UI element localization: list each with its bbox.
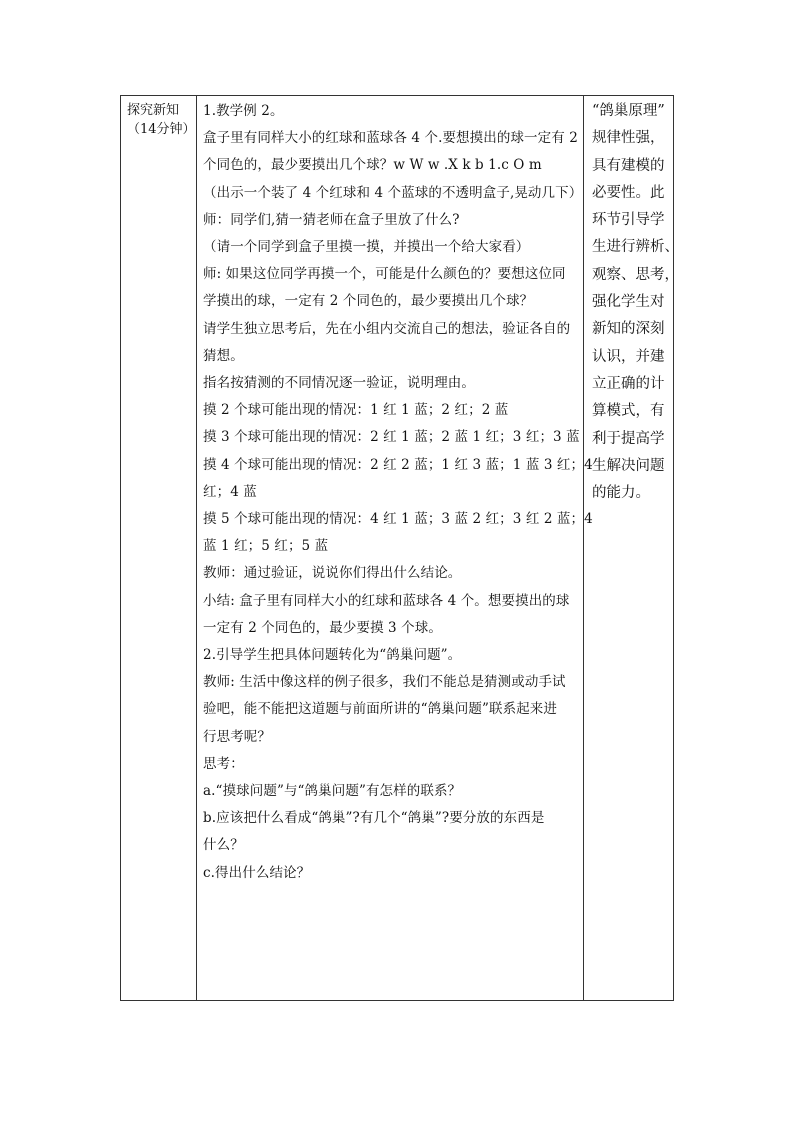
content-line: 教师: 生活中像这样的例子很多，我们不能总是猜测或动手试 xyxy=(203,674,566,691)
teaching-content-cell xyxy=(197,96,593,887)
content-line: 指名按猜测的不同情况逐一验证，说明理由。 xyxy=(203,375,475,392)
content-line: c.得出什么结论？ xyxy=(203,864,311,881)
design-note-line: 算模式，有 xyxy=(592,403,665,420)
content-line: 2.引导学生把具体问题转化为“鸽巢问题”。 xyxy=(203,647,462,664)
content-line: 摸 4 个球可能出现的情况：2 红 2 蓝；1 红 3 蓝；1 蓝 3 红；4 xyxy=(203,456,593,473)
content-line: 验吧，能不能把这道题与前面所讲的“鸽巢问题”联系起来进 xyxy=(203,701,558,718)
content-line: 一定有 2 个同色的，最少要摸 3 个球。 xyxy=(203,619,442,636)
content-line: 摸 5 个球可能出现的情况：4 红 1 蓝；3 蓝 2 红；3 红 2 蓝；4 xyxy=(203,511,593,528)
design-note-line: 环节引导学 xyxy=(592,212,665,229)
content-line: 摸 2 个球可能出现的情况：1 红 1 蓝；2 红；2 蓝 xyxy=(203,402,509,419)
design-note-line: 新知的深刻 xyxy=(592,321,665,338)
content-line: （出示一个装了 4 个红球和 4 个蓝球的不透明盒子,晃动几下） xyxy=(203,184,583,201)
content-line: 师: 如果这位同学再摸一个，可能是什么颜色的？要想这位同 xyxy=(203,266,566,283)
content-line: 猜想。 xyxy=(203,347,244,364)
content-line: 学摸出的球，一定有 2 个同色的，最少要摸出几个球？ xyxy=(203,293,534,310)
design-note-line: 认识，并建 xyxy=(592,348,665,365)
design-note-line: 立正确的计 xyxy=(592,375,665,392)
design-note-line: 利于提高学 xyxy=(592,430,665,447)
stage-title: 探究新知 xyxy=(127,103,180,118)
stage-duration: （14分钟） xyxy=(127,122,196,137)
design-intent-cell xyxy=(584,96,679,507)
design-note-line: 强化学生对 xyxy=(592,294,665,311)
design-note-line: 生解决问题 xyxy=(592,457,665,474)
content-line: 什么？ xyxy=(203,837,244,854)
content-line: （请一个同学到盒子里摸一摸，并摸出一个给大家看） xyxy=(203,239,530,256)
design-note-line: 的能力。 xyxy=(592,485,650,502)
design-note-line: “鸽巢原理” xyxy=(592,103,665,119)
content-line: 行思考呢？ xyxy=(203,728,271,745)
content-line: 个同色的，最少要摸出几个球？w W w .X k b 1.c O m xyxy=(203,157,542,174)
stage-cell xyxy=(121,96,196,139)
content-line: a.“摸球问题”与“鸽巢问题”有怎样的联系？ xyxy=(203,783,462,800)
content-line: 小结: 盒子里有同样大小的红球和蓝球各 4 个。想要摸出的球 xyxy=(203,592,570,609)
content-line: 师：同学们,猜一猜老师在盒子里放了什么? xyxy=(203,211,460,228)
content-line: 请学生独立思考后，先在小组内交流自己的想法，验证各自的 xyxy=(203,320,571,337)
content-line: 摸 3 个球可能出现的情况：2 红 1 蓝；2 蓝 1 红；3 红；3 蓝 xyxy=(203,429,580,446)
design-note-line: 规律性强， xyxy=(592,130,665,147)
content-line: 盒子里有同样大小的红球和蓝球各 4 个.要想摸出的球一定有 2 xyxy=(203,130,578,147)
content-line: 红；4 蓝 xyxy=(203,483,257,500)
lesson-table xyxy=(120,95,679,1001)
content-line: 教师：通过验证，说说你们得出什么结论。 xyxy=(203,565,462,582)
design-note-line: 具有建模的 xyxy=(592,157,665,174)
design-note-line: 必要性。此 xyxy=(592,184,665,201)
content-line: b.应该把什么看成“鸽巢”?有几个“鸽巢”?要分放的东西是 xyxy=(203,810,545,827)
content-line: 1.教学例 2。 xyxy=(203,103,284,119)
content-line: 蓝 1 红；5 红；5 蓝 xyxy=(203,538,329,555)
design-note-line: 观察、思考， xyxy=(592,266,679,283)
design-note-line: 生进行辨析、 xyxy=(592,239,679,256)
content-line: 思考： xyxy=(203,755,244,772)
